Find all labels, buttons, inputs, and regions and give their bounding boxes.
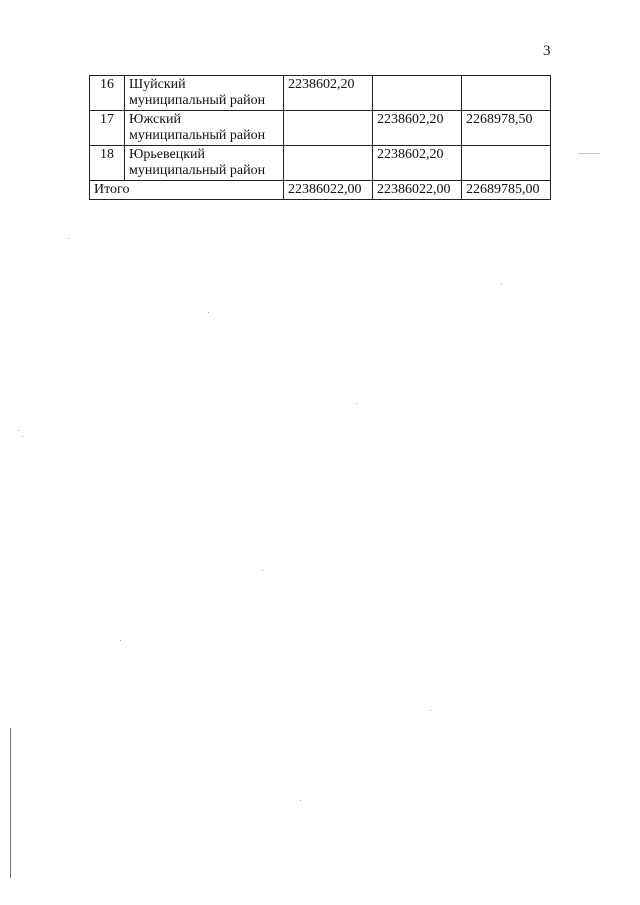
- scan-artifact: [120, 640, 121, 641]
- amount-col2: [373, 76, 462, 111]
- district-name: [125, 146, 284, 181]
- amount-col3: [462, 76, 551, 111]
- district-name-line1: Южский: [129, 112, 181, 127]
- amount-col1: [284, 146, 373, 181]
- total-col3: 22689785,00: [462, 181, 551, 200]
- table-row: [90, 111, 551, 146]
- scan-artifact: [578, 153, 600, 154]
- total-col2: 22386022,00: [373, 181, 462, 200]
- row-number: 17: [90, 111, 125, 146]
- row-number: 18: [90, 146, 125, 181]
- total-col1: 22386022,00: [284, 181, 373, 200]
- district-name-line2: муниципальный район: [129, 128, 266, 143]
- scan-artifact: [262, 570, 263, 571]
- district-name-line1: Шуйский: [129, 77, 186, 92]
- table-row: [90, 146, 551, 181]
- budget-table: [89, 75, 551, 200]
- scan-artifact: [300, 800, 301, 801]
- scan-artifact: [68, 238, 69, 239]
- scan-artifact: [501, 283, 502, 284]
- total-label: Итого: [90, 181, 284, 200]
- scan-artifact: [430, 710, 431, 711]
- district-name-line1: Юрьевецкий: [129, 147, 206, 162]
- district-name-line2: муниципальный район: [129, 93, 266, 108]
- amount-col1: 2238602,20: [284, 76, 373, 111]
- table-row: [90, 76, 551, 111]
- amount-col2: 2238602,20: [373, 146, 462, 181]
- row-number: 16: [90, 76, 125, 111]
- district-name-line2: муниципальный район: [129, 163, 266, 178]
- total-row: [90, 181, 551, 200]
- scan-artifact: [356, 403, 357, 404]
- scan-artifact: [208, 312, 209, 313]
- amount-col2: 2238602,20: [373, 111, 462, 146]
- amount-col3: 2268978,50: [462, 111, 551, 146]
- scan-artifact: [22, 436, 23, 437]
- page-number: 3: [543, 43, 551, 59]
- district-name: [125, 76, 284, 111]
- scan-artifact: [18, 430, 19, 431]
- scan-edge-line: [10, 728, 11, 878]
- district-name: [125, 111, 284, 146]
- amount-col3: [462, 146, 551, 181]
- amount-col1: [284, 111, 373, 146]
